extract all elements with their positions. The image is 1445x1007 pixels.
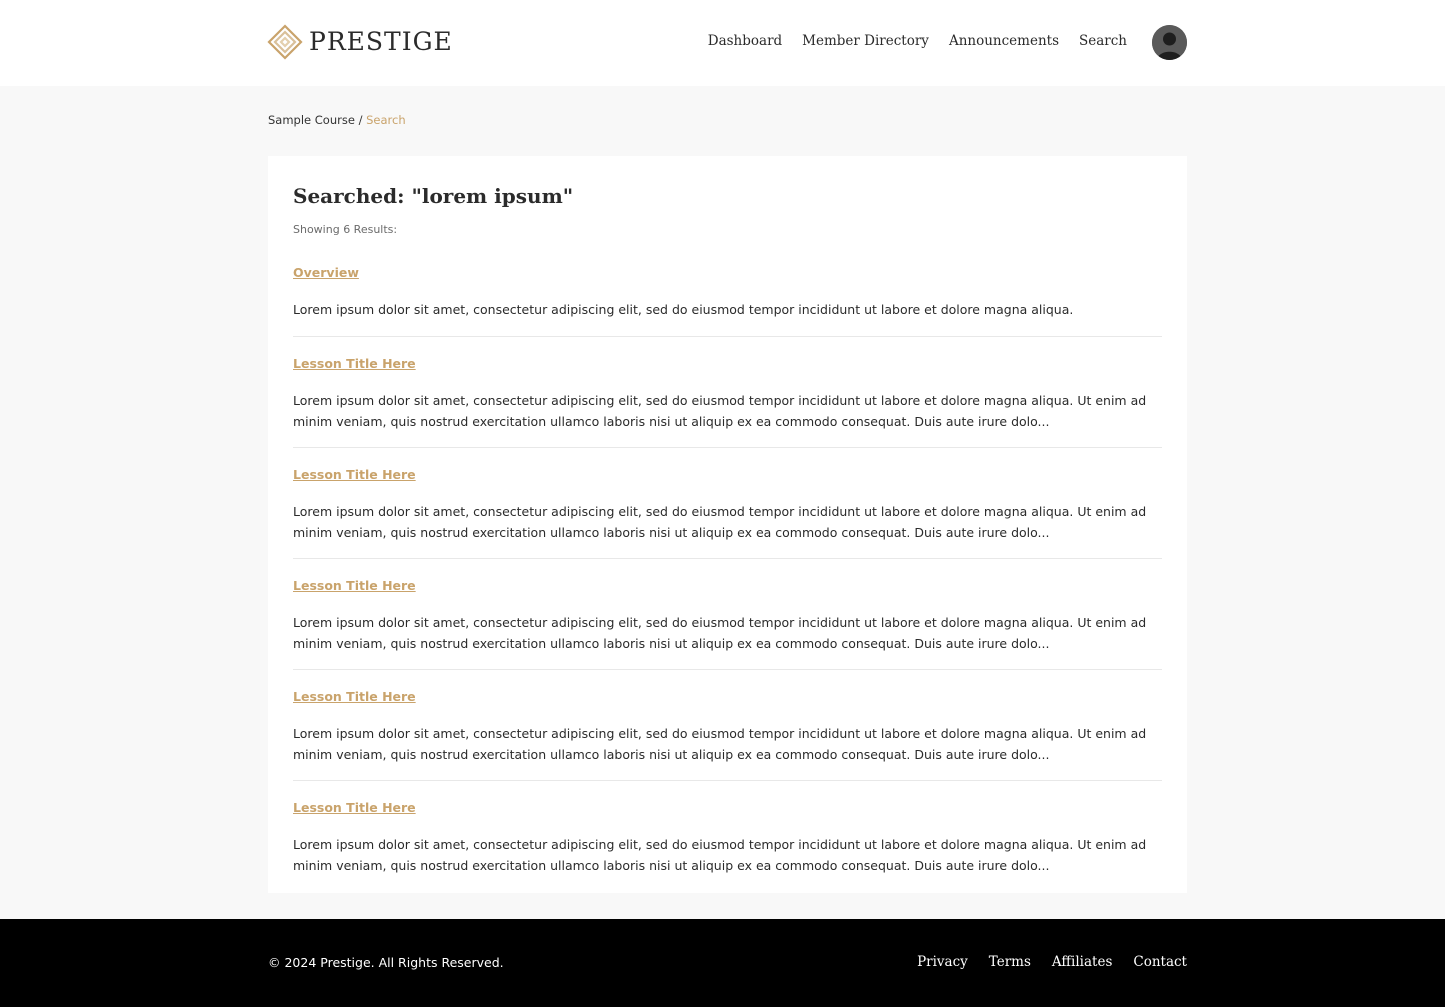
search-results-card: [268, 156, 1187, 893]
list-item: [293, 448, 1162, 559]
avatar-silhouette-icon: [1152, 25, 1187, 60]
copyright: © 2024 Prestige. All Rights Reserved.: [268, 955, 504, 970]
site-header: [0, 0, 1445, 86]
breadcrumb-separator: /: [354, 113, 367, 127]
breadcrumb-current: Search: [366, 113, 406, 127]
result-excerpt: Lorem ipsum dolor sit amet, consectetur adipiscing elit, sed do eiusmod tempor incididunt ut labore et dolore magna aliqua. Ut enim ad minim veniam, quis nostrud exercitation ullamco laboris nisi ut aliquip ex ea commodo consequat. Duis aute irure dolo...: [293, 725, 1147, 762]
nav-announcements[interactable]: Announcements: [948, 33, 1059, 49]
nav-member-directory[interactable]: Member Directory: [802, 33, 929, 49]
footer-link-affiliates[interactable]: Affiliates: [1051, 954, 1113, 970]
result-excerpt: Lorem ipsum dolor sit amet, consectetur adipiscing elit, sed do eiusmod tempor incididunt ut labore et dolore magna aliqua. Ut enim ad minim veniam, quis nostrud exercitation ullamco laboris nisi ut aliquip ex ea commodo consequat. Duis aute irure dolo...: [293, 614, 1147, 651]
result-title-link[interactable]: Lesson Title Here: [293, 466, 416, 482]
site-footer: [0, 919, 1445, 1007]
list-item: [293, 781, 1162, 877]
result-excerpt: Lorem ipsum dolor sit amet, consectetur adipiscing elit, sed do eiusmod tempor incididunt ut labore et dolore magna aliqua. Ut enim ad minim veniam, quis nostrud exercitation ullamco laboris nisi ut aliquip ex ea commodo consequat. Duis aute irure dolo...: [293, 836, 1147, 873]
logo-text: PRESTIGE: [309, 27, 453, 56]
result-title-link[interactable]: Lesson Title Here: [293, 355, 416, 371]
breadcrumb-parent[interactable]: Sample Course: [268, 113, 355, 127]
result-title-link[interactable]: Lesson Title Here: [293, 688, 416, 704]
breadcrumb: [268, 113, 406, 127]
result-title-link[interactable]: Overview: [293, 265, 359, 280]
footer-nav: [917, 954, 1187, 970]
result-excerpt: Lorem ipsum dolor sit amet, consectetur adipiscing elit, sed do eiusmod tempor incididunt ut labore et dolore magna aliqua. Ut enim ad minim veniam, quis nostrud exercitation ullamco laboris nisi ut aliquip ex ea commodo consequat. Duis aute irure dolo...: [293, 392, 1147, 429]
footer-link-contact[interactable]: Contact: [1133, 954, 1187, 970]
user-avatar-icon[interactable]: [1152, 25, 1187, 60]
page-title: Searched: "lorem ipsum": [293, 184, 574, 208]
main-nav: [708, 33, 1127, 49]
list-item: [293, 559, 1162, 670]
result-title-link[interactable]: Lesson Title Here: [293, 799, 416, 815]
result-count: Showing 6 Results:: [293, 223, 398, 236]
prestige-logo-icon: [267, 24, 303, 60]
footer-link-privacy[interactable]: Privacy: [917, 954, 968, 970]
nav-search[interactable]: Search: [1079, 33, 1127, 49]
footer-link-terms[interactable]: Terms: [988, 954, 1031, 970]
result-title-link[interactable]: Lesson Title Here: [293, 577, 416, 593]
result-excerpt: Lorem ipsum dolor sit amet, consectetur adipiscing elit, sed do eiusmod tempor incididunt ut labore et dolore magna aliqua. Ut enim ad minim veniam, quis nostrud exercitation ullamco laboris nisi ut aliquip ex ea commodo consequat. Duis aute irure dolo...: [293, 503, 1147, 540]
list-item: [293, 262, 1162, 337]
result-excerpt: Lorem ipsum dolor sit amet, consectetur adipiscing elit, sed do eiusmod tempor incididunt ut labore et dolore magna aliqua.: [293, 302, 1074, 317]
logo[interactable]: [267, 24, 453, 60]
nav-dashboard[interactable]: Dashboard: [707, 33, 783, 49]
list-item: [293, 337, 1162, 448]
results-list: [293, 262, 1162, 877]
list-item: [293, 670, 1162, 781]
